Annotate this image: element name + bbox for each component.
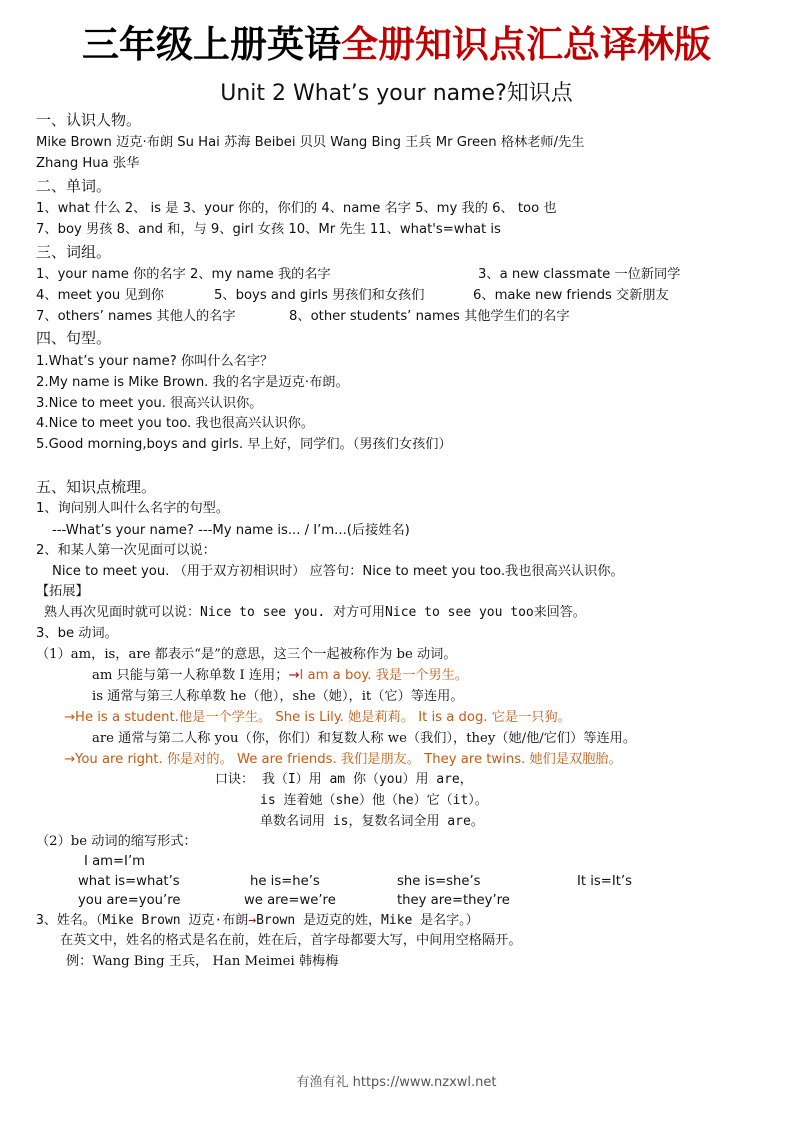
am-usage-line [92,667,468,685]
sentence-1: 1.What’s your name? 你叫什么名字？ [36,354,274,369]
sentence-4: 4.Nice to meet you too. 我也很高兴认识你。 [36,416,315,431]
people-line-1: Mike Brown 迈克·布朗 Su Hai 苏海 Beibei 贝贝 Wang Bing 王兵 Mr Green 格林老师/先生 [36,135,585,150]
section-heading-sentences: 四、句型。 [36,329,112,347]
document-title [0,14,793,68]
sentence-5: 5.Good morning,boys and girls. 早上好，同学们。（男孩们女孩们） [36,437,452,452]
contraction-he-is: he is=he’s [250,874,320,889]
title-black-part: 三年级上册英语 [82,23,341,66]
is-usage-text: is 通常与第三人称单数 he（他），she（她），it（它）等连用。 [92,689,464,704]
rhyme-line-3: 单数名词用 is，复数名词全用 are。 [260,814,484,829]
words-line-1: 1、what 什么 2、 is 是 3、your 你的，你们的 4、name 名字 5、my 我的 6、 too 也 [36,201,557,216]
contraction-what-is: what is=what’s [78,874,180,889]
point-2-title: 2、和某人第一次见面可以说： [36,543,216,558]
phrases-row-2b: 5、boys and girls 男孩们和女孩们 [214,288,425,303]
contraction-you-are: you are=you’re [78,893,181,908]
contraction-she-is: she is=she’s [397,874,481,889]
phrases-row-3b: 8、other students’ names 其他学生们的名字 [289,309,570,324]
point-4-title-start: 3、姓名。（Mike Brown 迈克·布朗 [36,913,249,928]
section-heading-phrases: 三、词组。 [36,243,112,261]
point-2-example: Nice to meet you. （用于双方初相识时） 应答句：Nice to meet you too.我也很高兴认识你。 [52,564,624,579]
am-example: I am a boy. 我是一个男生。 [299,668,468,683]
sentence-3: 3.Nice to meet you. 很高兴认识你。 [36,396,263,411]
phrases-row-2a: 4、meet you 见到你 [36,288,164,303]
people-line-2: Zhang Hua 张华 [36,156,140,171]
point-1-title: 1、询问别人叫什么名字的句型。 [36,501,230,516]
be-verb-intro: （1）am，is，are 都表示“是”的意思，这三个一起被称作为 be 动词。 [36,647,457,662]
unit-subtitle: Unit 2 What’s your name?知识点 [220,81,573,106]
extension-label: 【拓展】 [36,584,89,599]
point-4-title [36,912,479,930]
arrow-icon: → [248,913,257,928]
am-usage-text: am 只能与第一人称单数 I 连用； [92,668,289,683]
section-heading-words: 二、单词。 [36,177,112,195]
name-format-example: 例：Wang Bing 王兵， Han Meimei 韩梅梅 [66,954,339,969]
phrases-row-3a: 7、others’ names 其他人的名字 [36,309,236,324]
contraction-it-is: It is=It’s [577,874,632,889]
point-3-title: 3、be 动词。 [36,626,118,641]
are-usage-text: are 通常与第二人称 you（你，你们）和复数人称 we（我们），they（她/他/它们）等连用。 [92,731,637,746]
is-examples: →He is a student.他是一个学生。 She is Lily. 她是莉莉。 It is a dog. 它是一只狗。 [64,710,571,725]
sentence-2: 2.My name is Mike Brown. 我的名字是迈克·布朗。 [36,375,349,390]
contraction-i-am: I am=I’m [84,854,145,869]
section-heading-people: 一、认识人物。 [36,111,142,129]
point-1-example: ---What’s your name? ---My name is... / I’m...(后接姓名) [52,523,410,538]
rhyme-line-2: is 连着她（she）他（he）它（it）。 [260,793,488,808]
point-4-title-end: Brown 是迈克的姓，Mike 是名字。） [256,913,479,928]
page-footer-watermark: 有渔有礼 https://www.nzxwl.net [296,1075,497,1090]
title-red-part: 全册知识点汇总译林版 [341,23,711,66]
section-heading-points: 五、知识点梳理。 [36,478,157,496]
extension-text: 熟人再次见面时就可以说：Nice to see you. 对方可用Nice to see you too来回答。 [44,605,586,620]
contraction-they-are: they are=they’re [397,893,510,908]
are-examples: →You are right. 你是对的。 We are friends. 我们是朋友。 They are twins. 她们是双胞胎。 [64,752,622,767]
contraction-intro: （2）be 动词的缩写形式： [36,834,197,849]
phrases-row-1a: 1、your name 你的名字 2、my name 我的名字 [36,267,331,282]
words-line-2: 7、boy 男孩 8、and 和，与 9、girl 女孩 10、Mr 先生 11、what's=what is [36,222,501,237]
arrow-icon: → [288,668,300,683]
rhyme-line-1: 口诀： 我（I）用 am 你（you）用 are， [215,772,473,787]
name-format-rule: 在英文中，姓名的格式是名在前，姓在后，首字母都要大写，中间用空格隔开。 [60,933,522,948]
contraction-we-are: we are=we’re [244,893,336,908]
phrases-row-1b: 3、a new classmate 一位新同学 [478,267,681,282]
phrases-row-2c: 6、make new friends 交新朋友 [473,288,669,303]
